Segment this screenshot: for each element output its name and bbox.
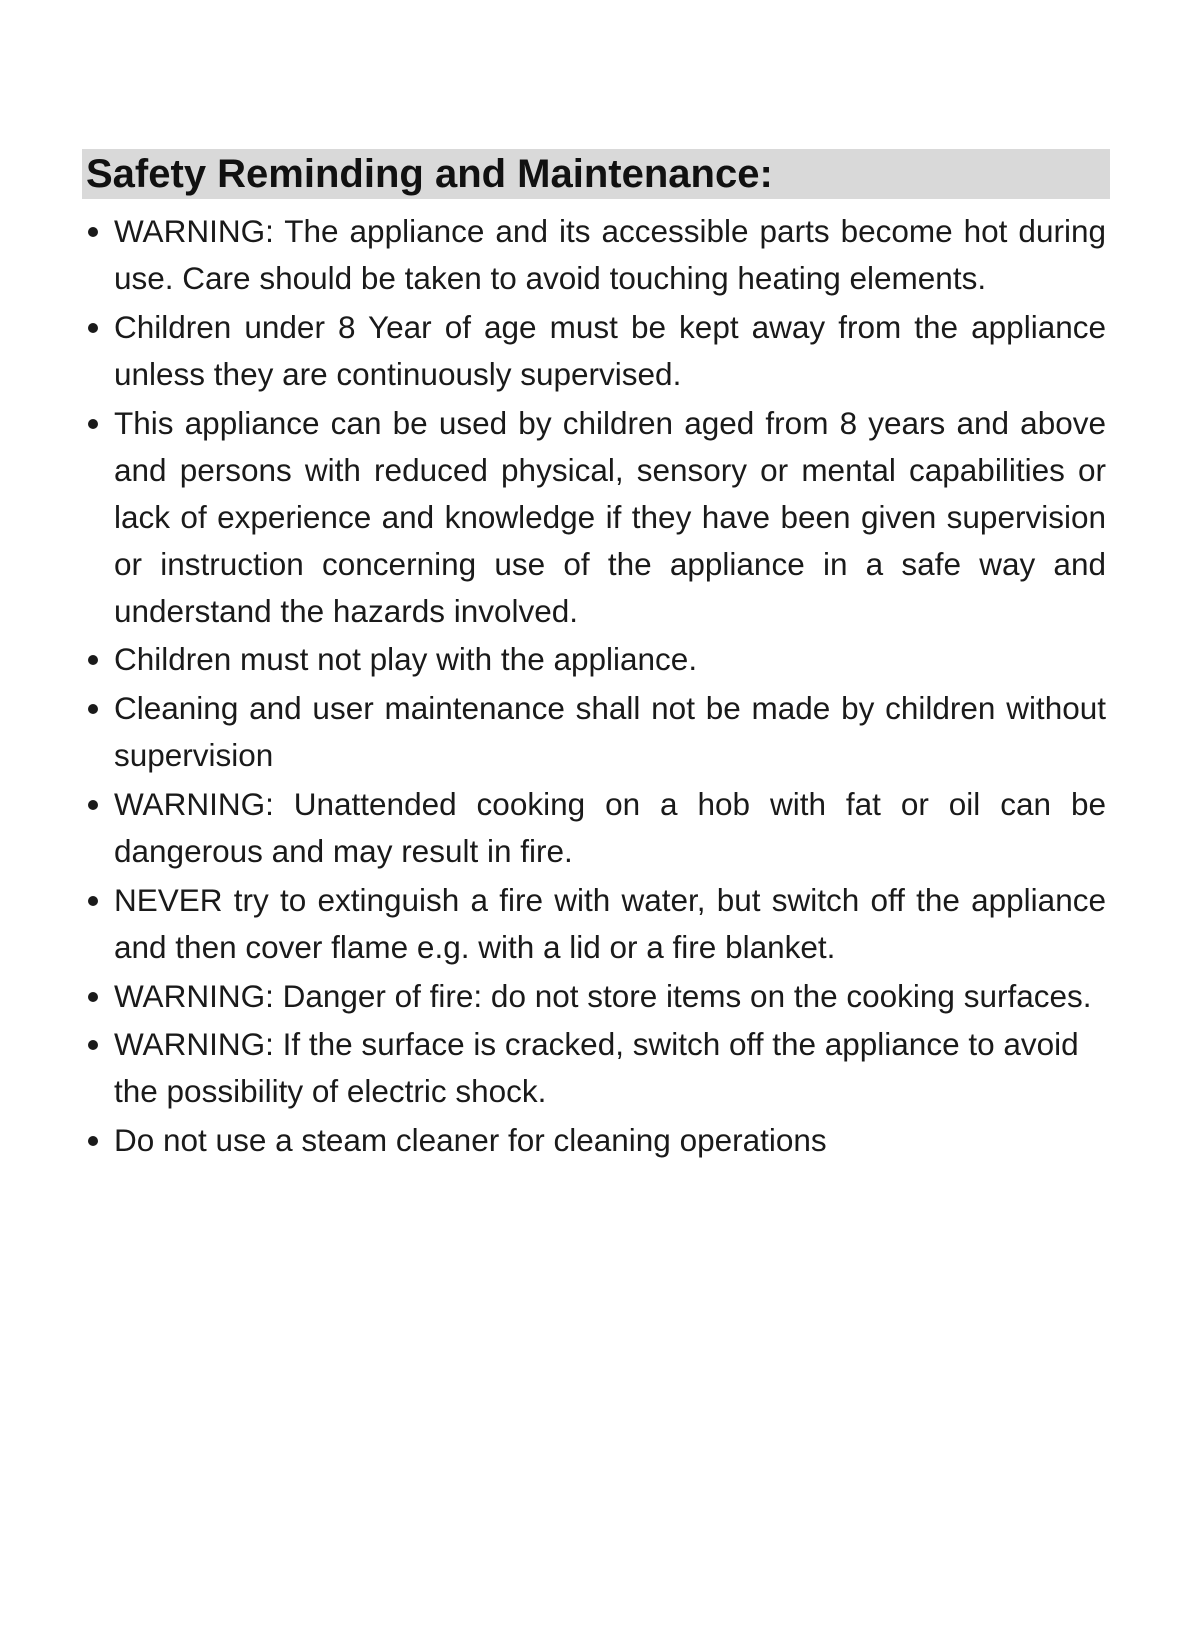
list-item [86,636,1106,683]
bullet-icon [88,323,98,333]
bullet-icon [88,227,98,237]
list-item [86,1021,1106,1115]
section-title: Safety Reminding and Maintenance: [86,152,773,196]
list-item-text: Children must not play with the appliance. [114,641,698,678]
bullet-icon [88,1040,98,1050]
section-heading-bar [82,149,1110,199]
list-item-text: WARNING: The appliance and its accessible parts become hot during use. Care should be taken to avoid touching heating elements. [114,213,1106,296]
bullet-icon [88,896,98,906]
list-item-text: NEVER try to extinguish a fire with water, but switch off the appliance and then cover flame e.g. with a lid or a fire blanket. [114,881,1106,965]
list-item [86,208,1106,302]
list-item-text: Do not use a steam cleaner for cleaning operations [114,1122,827,1159]
list-item [86,685,1106,779]
list-item [86,304,1106,398]
list-item-text: Cleaning and user maintenance shall not be made by children without supervision [114,690,1106,774]
list-item [86,781,1106,875]
list-item-text: WARNING: If the surface is cracked, switch off the appliance to avoid the possibility of electric shock. [114,1026,1079,1110]
list-item [86,973,1106,1020]
bullet-icon [88,704,98,714]
list-item [86,400,1106,635]
list-item-text: WARNING: Unattended cooking on a hob with fat or oil can be dangerous and may result in fire. [114,785,1106,869]
bullet-icon [88,800,98,810]
list-item-text: Children under 8 Year of age must be kept away from the appliance unless they are continuously supervised. [114,308,1106,392]
safety-list [86,208,1106,1166]
bullet-icon [88,655,98,665]
list-item-text: This appliance can be used by children aged from 8 years and above and persons with reduced physical, sensory or mental capabilities or lack of experience and knowledge if they have been given supervision or instruction concerning use of the appliance in a safe way and understand the hazards involved. [114,404,1106,629]
bullet-icon [88,1136,98,1146]
list-item [86,877,1106,971]
bullet-icon [88,992,98,1002]
bullet-icon [88,419,98,429]
list-item [86,1117,1106,1164]
list-item-text: WARNING: Danger of fire: do not store items on the cooking surfaces. [114,977,1092,1014]
